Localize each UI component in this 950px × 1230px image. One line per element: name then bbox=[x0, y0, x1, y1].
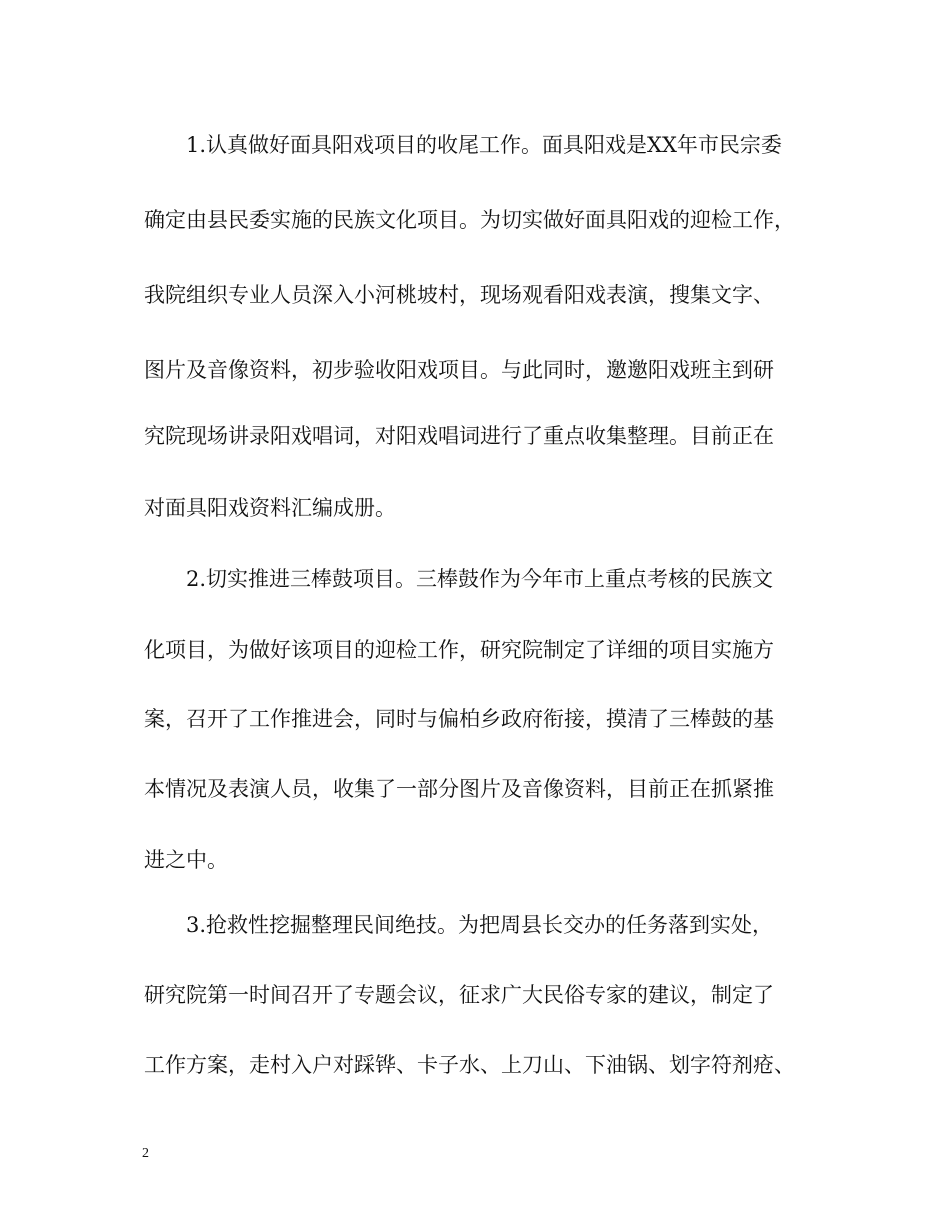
paragraph-3-line-2: 研究院第一时间召开了专题会议，征求广大民俗专家的建议，制定了 bbox=[144, 983, 774, 1007]
page-number: 2 bbox=[142, 1146, 149, 1161]
paragraph-1-line-4: 图片及音像资料，初步验收阳戏项目。与此同时，邀邀阳戏班主到研 bbox=[144, 358, 774, 382]
paragraph-1-line-1: 1.认真做好面具阳戏项目的收尾工作。面具阳戏是XX年市民宗委 bbox=[186, 133, 782, 157]
paragraph-1-line-6: 对面具阳戏资料汇编成册。 bbox=[144, 496, 396, 520]
paragraph-3-line-3: 工作方案，走村入户对踩铧、卡子水、上刀山、下油锅、划字符剂疮、 bbox=[144, 1053, 795, 1077]
paragraph-1-line-5: 究院现场讲录阳戏唱词，对阳戏唱词进行了重点收集整理。目前正在 bbox=[144, 424, 774, 448]
paragraph-3-line-1: 3.抢救性挖掘整理民间绝技。为把周县长交办的任务落到实处， bbox=[186, 913, 774, 937]
paragraph-2-line-4: 本情况及表演人员，收集了一部分图片及音像资料，目前正在抓紧推 bbox=[144, 777, 774, 801]
paragraph-1-line-2: 确定由县民委实施的民族文化项目。为切实做好面具阳戏的迎检工作， bbox=[144, 208, 795, 232]
paragraph-2-line-1: 2.切实推进三棒鼓项目。三棒鼓作为今年市上重点考核的民族文 bbox=[186, 567, 774, 591]
paragraph-2-line-5: 进之中。 bbox=[144, 848, 228, 872]
paragraph-2-line-3: 案，召开了工作推进会，同时与偏柏乡政府衔接，摸清了三棒鼓的基 bbox=[144, 707, 774, 731]
paragraph-1-line-3: 我院组织专业人员深入小河桃坡村，现场观看阳戏表演，搜集文字、 bbox=[144, 283, 774, 307]
paragraph-2-line-2: 化项目，为做好该项目的迎检工作，研究院制定了详细的项目实施方 bbox=[144, 638, 774, 662]
